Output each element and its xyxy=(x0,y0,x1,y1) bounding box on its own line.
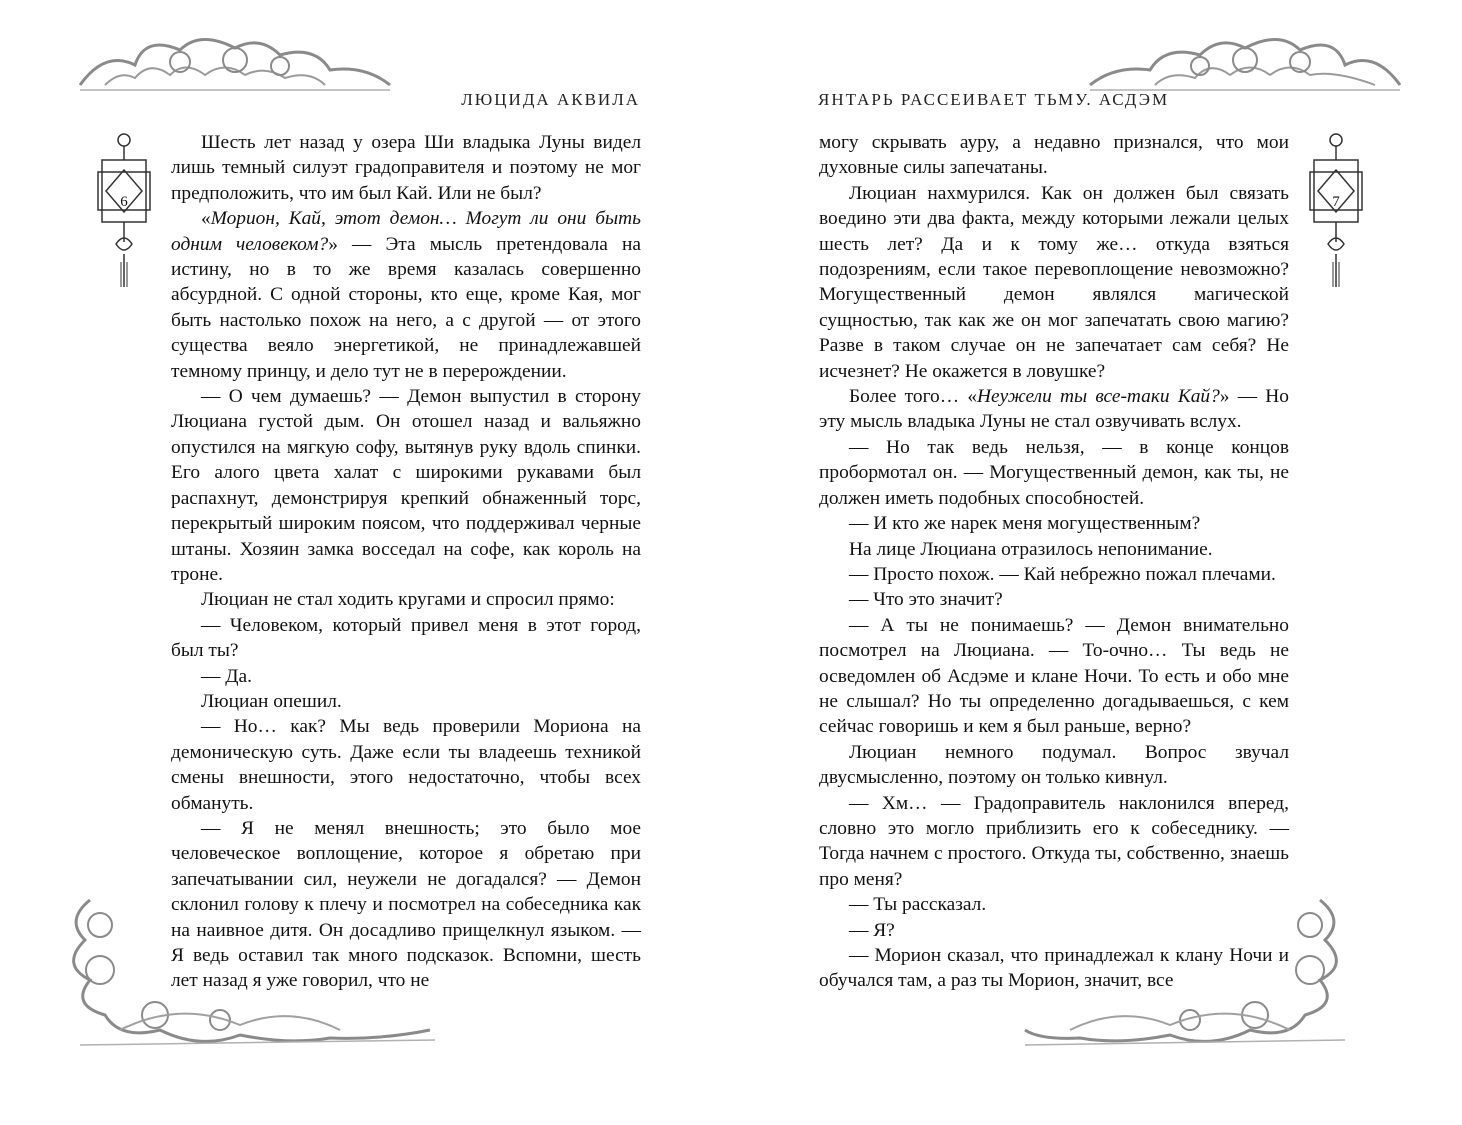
page-number: 6 xyxy=(120,194,128,210)
page-number-lantern xyxy=(1306,132,1366,292)
text-run: — А ты не понимаешь? — Демон внимательно посмотрел на Люциана. — То-очно… Ты ведь не осведомлен об Асдэме и клане Ночи. То есть и обо мне не слышал? Но ты определенно догадываешься, с кем сейчас говоришь и кем я был раньше, верно? xyxy=(819,614,1289,738)
text-run: Люциан опешил. xyxy=(201,690,342,712)
paragraph xyxy=(171,714,641,816)
paragraph xyxy=(171,587,641,612)
text-run: — Просто похож. — Кай небрежно пожал плечами. xyxy=(849,563,1276,585)
cloud-ornament-bottom-right-icon xyxy=(1020,880,1350,1060)
paragraph xyxy=(819,384,1289,435)
paragraph xyxy=(819,562,1289,587)
paragraph xyxy=(819,435,1289,511)
text-run: — И кто же нарек меня могущественным? xyxy=(849,513,1201,535)
text-run: » — Но эту мысль владыка Луны не стал озвучивать вслух. xyxy=(819,386,1289,433)
running-head-author: ЛЮЦИДА АКВИЛА xyxy=(461,90,640,109)
text-run: — Хм… — Градоправитель наклонился вперед, словно это могло приблизить его к собеседнику. — Тогда начнем с простого. Откуда ты, собственно, знаешь про меня? xyxy=(819,792,1289,890)
text-run: Более того… « xyxy=(849,386,978,408)
paragraph xyxy=(171,384,641,587)
page-number-lantern xyxy=(94,132,154,292)
paragraph xyxy=(171,613,641,664)
text-run: На лице Люциана отразилось непонимание. xyxy=(849,538,1213,560)
lantern-frame-icon xyxy=(1306,132,1366,292)
text-run: — Я не менял внешность; это было мое человеческое воплощение, которое я обретаю при запечатывании сил, неужели не догадался? — Демон склонил голову к плечу и посмотрел на собеседника как на наивное дитя. Он досадливо прищелкнул языком. — Я ведь оставил так много подсказок. Вспомни, шесть лет назад я уже говорил, что не xyxy=(171,817,641,992)
text-run: Люциан не стал ходить кругами и спросил прямо: xyxy=(201,589,615,611)
running-head-title: ЯНТАРЬ РАССЕИВАЕТ ТЬМУ. АСДЭМ xyxy=(818,90,1170,109)
cloud-ornament-bottom-left-icon xyxy=(60,880,440,1060)
paragraph xyxy=(819,130,1289,181)
paragraph xyxy=(819,587,1289,612)
right-page xyxy=(731,0,1462,1125)
paragraph xyxy=(819,511,1289,536)
italic-text-run: Морион, Кай, этот демон… Могут ли они быть одним человеком? xyxy=(171,208,641,255)
text-run: — Да. xyxy=(201,665,252,687)
right-page-text xyxy=(819,130,1289,994)
text-run: « xyxy=(201,208,211,230)
text-run: Люциан немного подумал. Вопрос звучал двусмысленно, поэтому он только кивнул. xyxy=(819,741,1289,789)
paragraph xyxy=(819,181,1289,384)
text-run: — Но… как? Мы ведь проверили Мориона на демоническую суть. Даже если ты владеешь техникой смены внешности, этого недостаточно, чтобы всех обмануть. xyxy=(171,716,641,814)
text-run: Люциан нахмурился. Как он должен был связать воедино эти два факта, между которыми лежали целых шесть лет? Да и к тому же… откуда взяться подозрениям, если такое перевоплощение невозможно? Могущественный демон являлся магической сущностью, так как же он мог запечатать свою магию? Разве в таком случае он не запечатает сам себя? Не исчезнет? Не окажется в ловушке? xyxy=(819,182,1289,382)
paragraph xyxy=(819,740,1289,791)
paragraph xyxy=(819,537,1289,562)
text-run: — Морион сказал, что принадлежал к клану Ночи и обучался там, а раз ты Морион, значит, все xyxy=(819,945,1289,992)
text-run: — Я? xyxy=(849,919,895,941)
italic-text-run: Неужели ты все-таки Кай? xyxy=(977,386,1220,408)
paragraph xyxy=(171,206,641,384)
paragraph xyxy=(171,664,641,689)
left-page-text xyxy=(171,130,641,994)
paragraph xyxy=(819,613,1289,740)
text-run: — Но так ведь нельзя, — в конце концов пробормотал он. — Могущественный демон, как ты, не должен иметь подобных способностей. xyxy=(819,436,1289,509)
text-run: — Человеком, который привел меня в этот город, был ты? xyxy=(171,614,641,662)
text-run: могу скрывать ауру, а недавно признался, что мои духовные силы запечатаны. xyxy=(819,132,1289,179)
lantern-frame-icon xyxy=(94,132,154,292)
text-run: » — Эта мысль претендовала на истину, но в то же время казалась совершенно абсурдной. С одной стороны, кто еще, кроме Кая, мог быть настолько похож на него, а с другой — от этого существа веяло энергетикой, не принадлежавшей темному принцу, и дело тут не в перерождении. xyxy=(171,233,641,382)
text-run: — О чем думаешь? — Демон выпустил в сторону Люциана густой дым. Он отошел назад и вальяжно опустился на мягкую софу, вытянув руку вдоль спинки. Его алого цвета халат с широкими рукавами был распахнут, демонстрируя крепкий обнаженный торс, перекрытый широким поясом, что поддерживал черные штаны. Хозяин замка восседал на софе, как король на троне. xyxy=(171,386,641,585)
paragraph xyxy=(171,689,641,714)
paragraph xyxy=(171,130,641,206)
page-number: 7 xyxy=(1332,194,1340,210)
text-run: — Ты рассказал. xyxy=(849,894,987,916)
cloud-ornament-top-left-icon xyxy=(75,30,395,100)
text-run: — Что это значит? xyxy=(849,589,1003,611)
paragraph xyxy=(819,791,1289,893)
text-run: Шесть лет назад у озера Ши владыка Луны видел лишь темный силуэт градоправителя и поэтому не мог предположить, что им был Кай. Или не был? xyxy=(171,132,641,204)
